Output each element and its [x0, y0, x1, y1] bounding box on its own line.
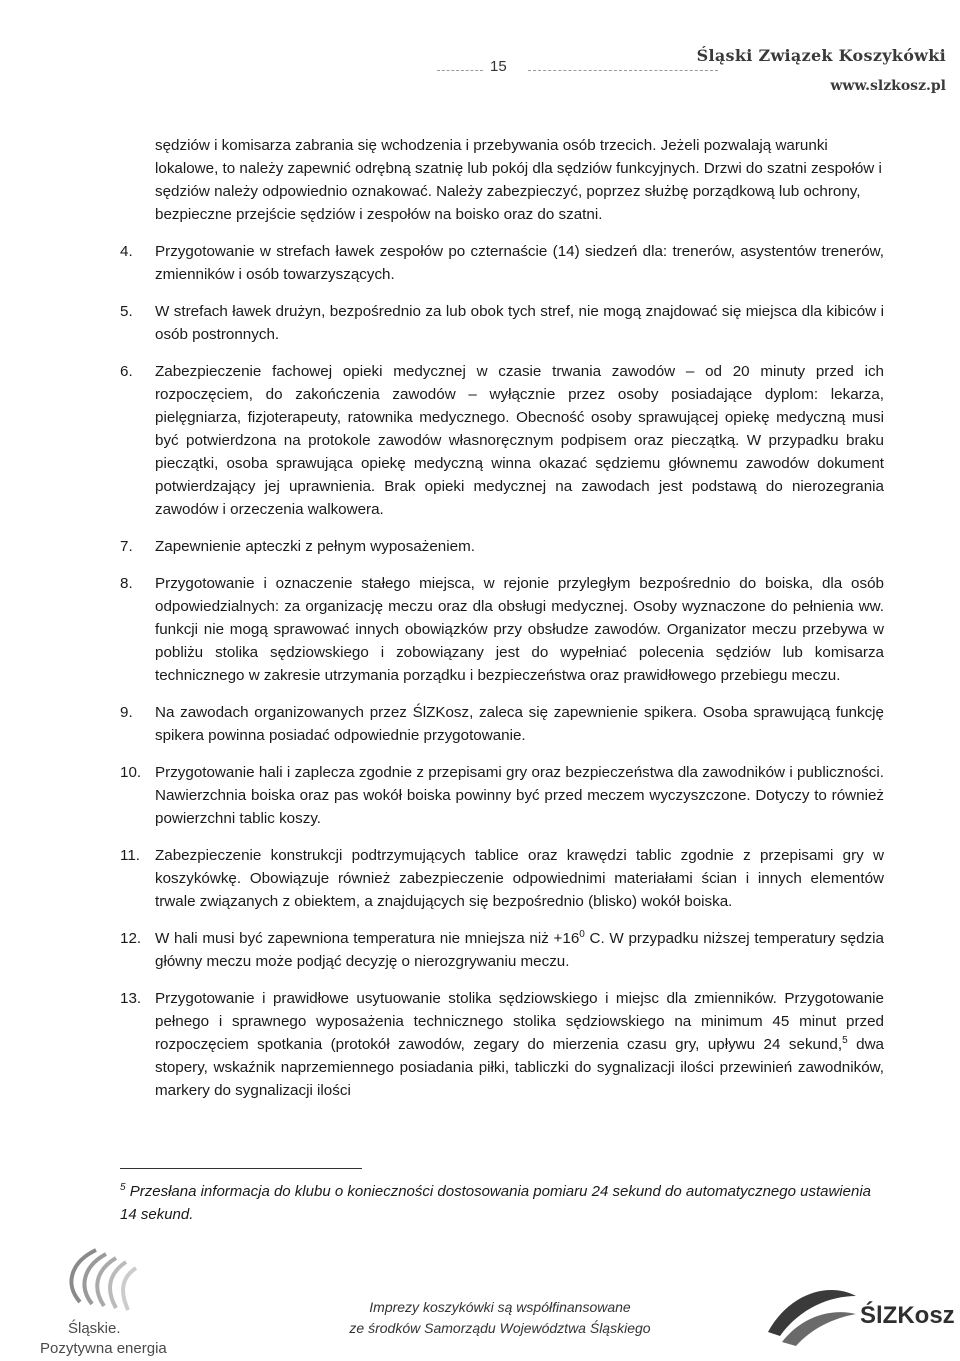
footnote-marker: 5 [120, 1182, 126, 1193]
item-text: Przygotowanie w strefach ławek zespołów po czternaście (14) siedzeń dla: trenerów, asystentów trenerów, zmienników i osób towarzyszących. [155, 243, 884, 283]
document-body [120, 134, 884, 1116]
item-number: 9. [120, 704, 133, 721]
item-text [155, 987, 884, 1102]
list-item-4 [120, 240, 884, 286]
page-header [0, 44, 960, 104]
organization-url[interactable]: www.slzkosz.pl [830, 78, 946, 94]
item-text-part: dwa stopery, wskaźnik naprzemiennego posiadania piłki, tabliczki do sygnalizacji ilości przewinień zawodników, markery do sygnalizacji ilości [155, 1036, 884, 1099]
list-item-11 [120, 844, 884, 913]
funding-line: Imprezy koszykówki są współfinansowane [369, 1299, 631, 1315]
item-text: Zabezpieczenie fachowej opieki medycznej w czasie trwania zawodów – od 20 minuty przed ich rozpoczęciem, do zakończenia zawodów – wyłącznie przez osoby posiadające dyplom: lekarza, pielęgniarza, fizjoterapeuty, ratownika medycznego. Obecność osoby sprawującej opiekę medyczną musi być potwierdzona na protokole zawodów własnoręcznym podpisem oraz pieczątką. W przypadku braku pieczątki, osoba sprawująca opiekę medyczną winna okazać sędziemu głównemu zawodów dokument potwierdzający jej uprawnienia. Brak opieki medycznej na zawodach jest podstawą do nierozegrania zawodów i orzeczenia walkowera. [155, 363, 884, 518]
item-text-part: Przygotowanie i prawidłowe usytuowanie stolika sędziowskiego i miejsc dla zmienników. Przygotowanie pełnego i sprawnego wyposażenia technicznego stolika sędziowskiego na minimum 45 minut przed rozpoczęciem spotkania (protokół zawodów, zegary do mierzenia czasu gry, upływu 24 sekund, [155, 990, 884, 1053]
item-text: W strefach ławek drużyn, bezpośrednio za lub obok tych stref, nie mogą znajdować się miejsca dla kibiców i osób postronnych. [155, 303, 884, 343]
item-number: 6. [120, 363, 133, 380]
item-text: Na zawodach organizowanych przez ŚlZKosz, zaleca się zapewnienie spikera. Osoba sprawującą funkcję spikera powinna posiadać odpowiednie przygotowanie. [155, 704, 884, 744]
header-divider-right [528, 70, 718, 71]
list-item-10 [120, 761, 884, 830]
list-item-8 [120, 572, 884, 687]
item-number: 12. [120, 930, 142, 947]
item-text: Zabezpieczenie konstrukcji podtrzymujących tablice oraz krawędzi tablic zgodnie z przepisami gry w koszykówkę. Obowiązuje również zabezpieczenie odpowiednimi materiałami ścian i innych elementów trwale związanych z obiektem, a znajdujących się bezpośrednio (blisko) wokół boiska. [155, 847, 884, 910]
item-text: Przygotowanie hali i zaplecza zgodnie z przepisami gry oraz bezpieczeństwa dla zawodników i publiczności. Nawierzchnia boiska oraz pas wokół boiska powinny być przed meczem wyczyszczone. Dotyczy to również powierzchni tablic koszy. [155, 764, 884, 827]
list-item-7 [120, 535, 884, 558]
footnote [120, 1180, 880, 1226]
slzkosz-logo [760, 1272, 960, 1360]
footnote-text: Przesłana informacja do klubu o konieczności dostosowania pomiaru 24 sekund do automatycznego ustawienia 14 sekund. [120, 1183, 871, 1223]
item-number: 5. [120, 303, 133, 320]
item-number: 7. [120, 538, 133, 555]
item-text [155, 927, 884, 973]
list-item-5 [120, 300, 884, 346]
header-divider-left [437, 70, 483, 71]
item-number: 10. [120, 764, 142, 781]
page-number: 15 [490, 58, 507, 75]
organization-name: Śląski Związek Koszykówki [696, 46, 946, 65]
list-item-6 [120, 360, 884, 521]
item-number: 13. [120, 990, 142, 1007]
item-number: 11. [120, 847, 140, 864]
slaskie-tagline: Pozytywna energia [40, 1340, 167, 1357]
slaskie-swirl-icon [36, 1244, 186, 1324]
degree-superscript: 0 [579, 928, 585, 940]
item-number: 4. [120, 243, 133, 260]
item-text: Przygotowanie i oznaczenie stałego miejsca, w rejonie przyległym bezpośrednio do boiska, dla osób odpowiedzialnych: za organizację meczu oraz dla obsługi medycznej. Osoby wyznaczone do pełnienia ww. funkcji nie mogą sprawować innych obowiązków przy obsłudze zawodów. Organizator meczu przebywa w pobliżu stolika sędziowskiego i zobowiązany jest do wypełniać polecenia sędziów lub komisarza technicznego w zakresie utrzymania porządku i bezpieczeństwa oraz prawidłowego przebiegu meczu. [155, 575, 884, 684]
item-text-part: W hali musi być zapewniona temperatura nie mniejsza niż +16 [155, 930, 580, 947]
funding-line: ze środków Samorządu Województwa Śląskiego [349, 1320, 651, 1336]
footnote-reference[interactable]: 5 [842, 1034, 848, 1046]
list-item-13 [120, 987, 884, 1102]
footnote-separator [120, 1168, 362, 1169]
item-text-part: C. W przypadku niższej temperatury sędzia główny meczu może podjąć decyzję o nierozgrywaniu meczu. [155, 930, 884, 970]
list-item-12 [120, 927, 884, 973]
funding-note [330, 1297, 670, 1339]
slaskie-logo [36, 1244, 186, 1356]
item-number: 8. [120, 575, 133, 592]
slzkosz-wordmark: ŚlZKosz [860, 1302, 955, 1329]
basketball-swoosh-icon [760, 1272, 860, 1352]
intro-paragraph: sędziów i komisarza zabrania się wchodzenia i przebywania osób trzecich. Jeżeli pozwalają warunki lokalowe, to należy zapewnić odrębną szatnię lub pokój dla sędziów funkcyjnych. Drzwi do szatni zespołów i sędziów należy odpowiednio oznakować. Należy zabezpieczyć, poprzez służbę porządkową lub ochrony, bezpieczne przejście sędziów i zespołów na boisko oraz do szatni. [155, 137, 882, 223]
item-text: Zapewnienie apteczki z pełnym wyposażeniem. [155, 538, 475, 555]
slaskie-brand: Śląskie. [68, 1320, 121, 1337]
list-item-9 [120, 701, 884, 747]
